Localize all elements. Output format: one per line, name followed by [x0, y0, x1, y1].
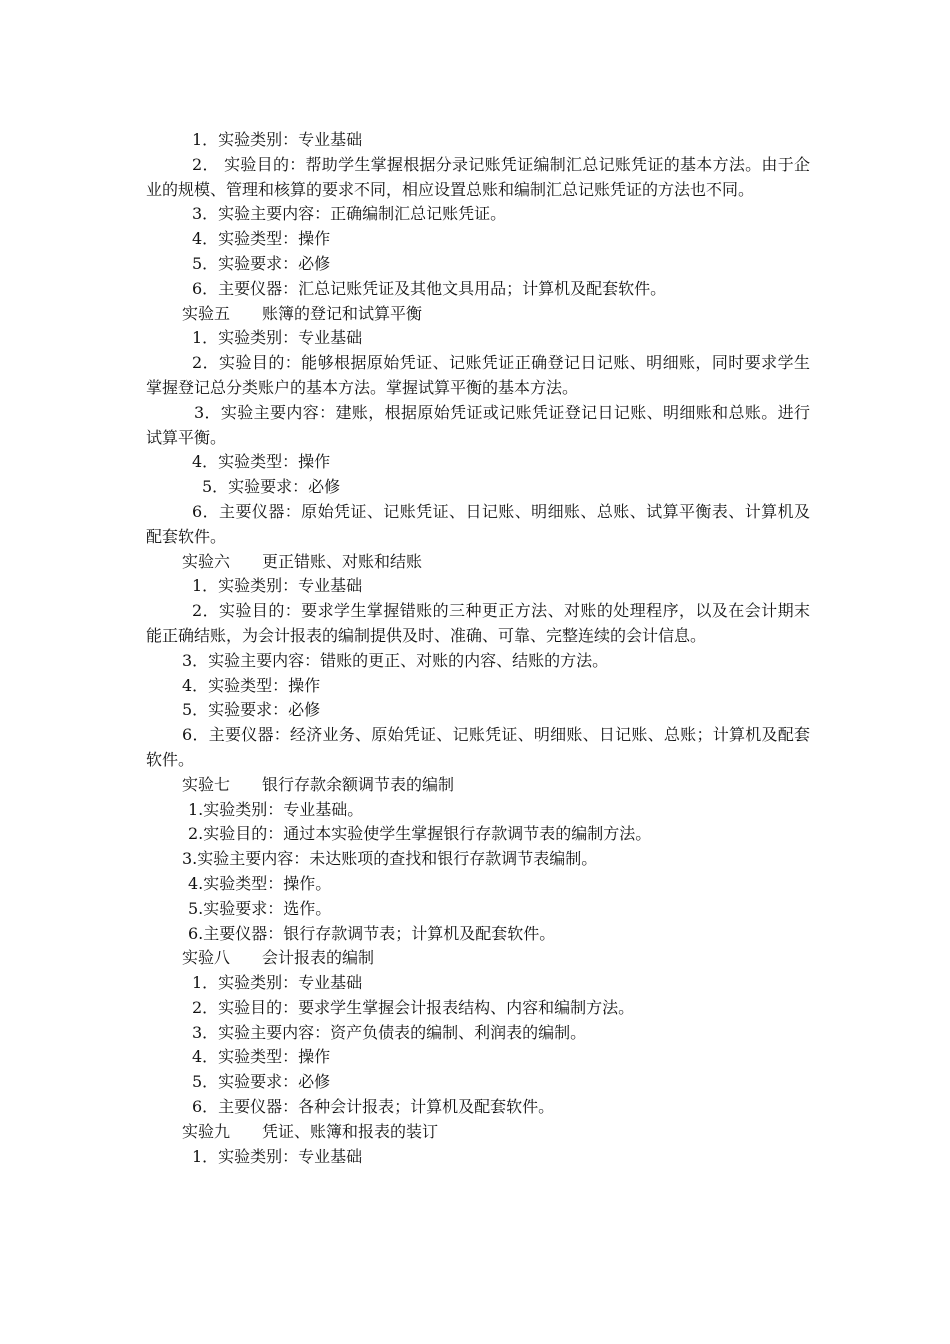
paragraph: 1．实验类别：专业基础	[192, 328, 363, 348]
paragraph: 6．主要仪器：各种会计报表；计算机及配套软件。	[192, 1097, 555, 1117]
paragraph: 3．实验主要内容：正确编制汇总记账凭证。	[192, 204, 507, 224]
paragraph: 6.主要仪器：银行存款调节表；计算机及配套软件。	[188, 923, 556, 943]
paragraph: 3．实验主要内容：建账，根据原始凭证或记账凭证登记日记账、明细账和总账。进行试算平衡。	[146, 402, 810, 447]
paragraph: 4．实验类型：操作	[192, 229, 331, 249]
section-heading: 实验六 更正错账、对账和结账	[182, 551, 423, 571]
paragraph: 5．实验要求：必修	[202, 477, 341, 497]
paragraph: 3．实验主要内容：资产负债表的编制、利润表的编制。	[192, 1022, 587, 1042]
section-heading: 实验八 会计报表的编制	[182, 948, 375, 968]
paragraph: 5．实验要求：必修	[182, 700, 321, 720]
paragraph: 4.实验类型：操作。	[188, 873, 332, 893]
paragraph: 6．主要仪器：汇总记账凭证及其他文具用品；计算机及配套软件。	[192, 278, 667, 298]
paragraph: 1．实验类别：专业基础	[192, 973, 363, 993]
paragraph: 4．实验类型：操作	[192, 1047, 331, 1067]
document-body	[146, 128, 810, 1169]
paragraph: 2．实验目的：要求学生掌握错账的三种更正方法、对账的处理程序，以及在会计期末能正确结账，为会计报表的编制提供及时、准确、可靠、完整连续的会计信息。	[146, 601, 810, 645]
paragraph: 1.实验类别：专业基础。	[188, 799, 364, 819]
paragraph: 3．实验主要内容：错账的更正、对账的内容、结账的方法。	[182, 650, 609, 670]
paragraph: 3.实验主要内容：未达账项的查找和银行存款调节表编制。	[182, 849, 598, 869]
paragraph: 1．实验类别：专业基础	[192, 1146, 363, 1166]
paragraph: 5．实验要求：必修	[192, 253, 331, 273]
paragraph: 2．实验目的：要求学生掌握会计报表结构、内容和编制方法。	[192, 997, 635, 1017]
section-heading: 实验五 账簿的登记和试算平衡	[182, 303, 423, 323]
paragraph: 2.实验目的：通过本实验使学生掌握银行存款调节表的编制方法。	[188, 824, 652, 844]
paragraph: 6．主要仪器：经济业务、原始凭证、记账凭证、明细账、日记账、总账；计算机及配套软件。	[146, 725, 810, 769]
paragraph: 1．实验类别：专业基础	[192, 130, 363, 149]
paragraph: 4．实验类型：操作	[192, 452, 331, 472]
paragraph: 5.实验要求：选作。	[188, 898, 332, 918]
paragraph: 2． 实验目的：帮助学生掌握根据分录记账凭证编制汇总记账凭证的基本方法。由于企业的规模、管理和核算的要求不同，相应设置总账和编制汇总记账凭证的方法也不同。	[146, 154, 810, 199]
paragraph: 5．实验要求：必修	[192, 1072, 331, 1092]
paragraph: 2．实验目的：能够根据原始凭证、记账凭证正确登记日记账、明细账，同时要求学生掌握登记总分类账户的基本方法。掌握试算平衡的基本方法。	[146, 353, 810, 397]
section-heading: 实验九 凭证、账簿和报表的装订	[182, 1121, 439, 1141]
paragraph: 4．实验类型：操作	[182, 675, 321, 695]
paragraph: 6．主要仪器：原始凭证、记账凭证、日记账、明细账、总账、试算平衡表、计算机及配套软件。	[146, 501, 810, 546]
paragraph: 1．实验类别：专业基础	[192, 576, 363, 596]
section-heading: 实验七 银行存款余额调节表的编制	[182, 774, 455, 794]
